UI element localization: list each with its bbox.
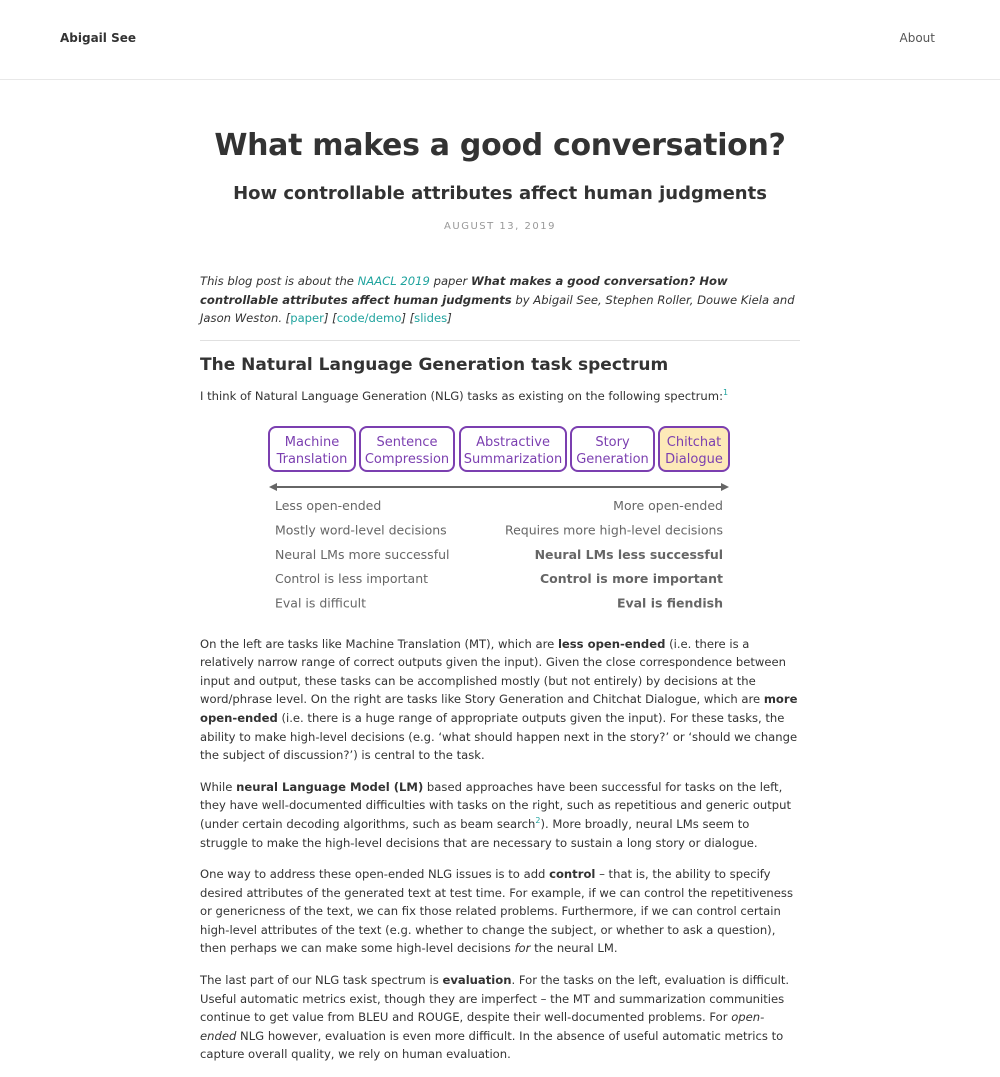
- post-subtitle: How controllable attributes affect human judgments: [233, 183, 767, 204]
- paragraph-text: (i.e. there is a relatively narrow range of correct outputs given the input). Given the close correspondence between input and output, these tasks can be accomplished mostly (but not entirely) by decisions at the word/phrase level. On the right are tasks like Story Generation and Chitchat Dialogue, which are: [200, 636, 786, 707]
- spectrum-right-label: More open-ended: [613, 497, 723, 513]
- bold-term: evaluation: [442, 973, 512, 988]
- paragraph: [200, 635, 800, 765]
- spectrum-task-label: Generation: [576, 451, 649, 467]
- footnote-link[interactable]: 1: [722, 388, 729, 398]
- spectrum-right-label: Neural LMs less successful: [534, 546, 723, 562]
- slides-link[interactable]: slides: [414, 311, 448, 326]
- post-title: What makes a good conversation?: [214, 128, 786, 163]
- intro-text: ] [: [323, 311, 337, 326]
- spectrum-left-label: Neural LMs more successful: [275, 546, 450, 562]
- spectrum-left-label: Less open-ended: [275, 497, 382, 513]
- intro-text: paper: [429, 274, 471, 288]
- spectrum-task-label: Abstractive: [476, 434, 550, 450]
- paper-link[interactable]: paper: [290, 311, 324, 326]
- spectrum-left-label: Mostly word-level decisions: [275, 522, 447, 538]
- spectrum-task-box: [659, 427, 729, 471]
- spectrum-right-label: Eval is fiendish: [616, 595, 723, 611]
- paragraph-text: (i.e. there is a huge range of appropriate outputs given the input). For these tasks, the ability to make high-level decisions (e.g. ‘what should happen next in the story?’ or ‘should we change the subject of discussion?’) is central to the task.: [200, 710, 798, 763]
- arrow-right-icon: [721, 483, 729, 491]
- spectrum-task-box: [360, 427, 454, 471]
- paragraph-text: NLG however, evaluation is even more difficult. In the absence of useful automatic metrics to capture overall quality, we rely on human evaluation.: [200, 1028, 784, 1062]
- spectrum-right-label: Control is more important: [539, 571, 723, 587]
- paragraph: [200, 865, 800, 958]
- paragraph: [200, 778, 800, 852]
- post-content: [200, 272, 800, 1077]
- paragraph: [200, 387, 800, 406]
- paragraph-text: I think of Natural Language Generation (NLG) tasks as existing on the following spectrum:: [200, 389, 723, 404]
- bold-term: control: [549, 867, 596, 882]
- spectrum-task-box: [269, 427, 355, 471]
- paragraph-text: One way to address these open-ended NLG issues is to add: [200, 867, 550, 882]
- intro-text: This blog post is about the: [200, 274, 358, 288]
- paragraph-text: based approaches have been successful for tasks on the left, they have well-documented difficulties with tasks on the right, such as repetitious and generic output (under certain decoding algorithms, such as beam search: [200, 779, 792, 831]
- intro-text: by Abigail See, Stephen Roller, Douwe Kiela and Jason Weston. [: [200, 292, 795, 326]
- spectrum-left-label: Eval is difficult: [275, 595, 367, 611]
- footnote-link[interactable]: 2: [535, 816, 541, 826]
- spectrum-task-label: Machine: [284, 434, 340, 450]
- spectrum-left-label: Control is less important: [275, 571, 429, 587]
- intro-text: ] [: [401, 311, 415, 326]
- post-date: AUGUST 13, 2019: [444, 221, 556, 232]
- italic-term: open-ended: [200, 1010, 765, 1043]
- nlg-spectrum-figure: [200, 423, 800, 623]
- site-header: [0, 0, 1000, 80]
- bold-term: more open-ended: [200, 692, 798, 725]
- paragraph-text: the neural LM.: [530, 941, 618, 956]
- intro-text: ]: [447, 311, 452, 326]
- spectrum-task-box: [460, 427, 566, 471]
- section-heading: The Natural Language Generation task spectrum: [200, 354, 669, 375]
- italic-term: for: [514, 941, 531, 956]
- paragraph-text: While: [200, 779, 237, 794]
- bold-term: less open-ended: [557, 636, 666, 651]
- paragraph-text: On the left are tasks like Machine Translation (MT), which are: [200, 636, 558, 651]
- paragraph-text: The last part of our NLG task spectrum is: [200, 973, 443, 988]
- spectrum-task-label: Dialogue: [665, 451, 723, 467]
- paragraph-text: – that is, the ability to specify desired attributes of the generated text at test time. For example, if we can control the repetitiveness or genericness of the text, we can fix those related problems. Furthermore, if we can control certain high-level attributes of the text (e.g. whether to change the subject, or whether to ask a question), then perhaps we can make some high-level decisions: [200, 867, 793, 956]
- naacl-link[interactable]: NAACL 2019: [357, 274, 430, 288]
- spectrum-task-label: Summarization: [463, 451, 563, 467]
- code-demo-link[interactable]: code/demo: [336, 311, 402, 326]
- intro-paragraph: [200, 272, 800, 328]
- nav-about-link[interactable]: About: [899, 31, 935, 45]
- spectrum-task-label: Chitchat: [666, 434, 722, 450]
- spectrum-task-box: [571, 427, 654, 471]
- paper-title: What makes a good conversation? How controllable attributes affect human judgments: [200, 274, 728, 307]
- site-title-link[interactable]: Abigail See: [60, 31, 137, 45]
- spectrum-task-label: Compression: [364, 451, 450, 467]
- footnote-ref: [723, 389, 728, 398]
- spectrum-task-label: Story: [595, 434, 630, 450]
- arrow-left-icon: [269, 483, 277, 491]
- paragraph-text: ). More broadly, neural LMs seem to struggle to make the high-level decisions that are necessary to sustain a long story or dialogue.: [200, 816, 758, 850]
- spectrum-task-label: Sentence: [376, 434, 438, 450]
- paragraph: [200, 971, 800, 1064]
- spectrum-right-label: Requires more high-level decisions: [504, 522, 723, 538]
- bold-term: neural Language Model (LM): [236, 779, 424, 794]
- paragraph-text: . For the tasks on the left, evaluation is difficult. Useful automatic metrics exist, though they are imperfect – the MT and summarization communities continue to get value from BLEU and ROUGE, despite their well-documented problems. For: [200, 973, 790, 1025]
- divider: [200, 340, 800, 341]
- spectrum-task-label: Translation: [276, 451, 348, 467]
